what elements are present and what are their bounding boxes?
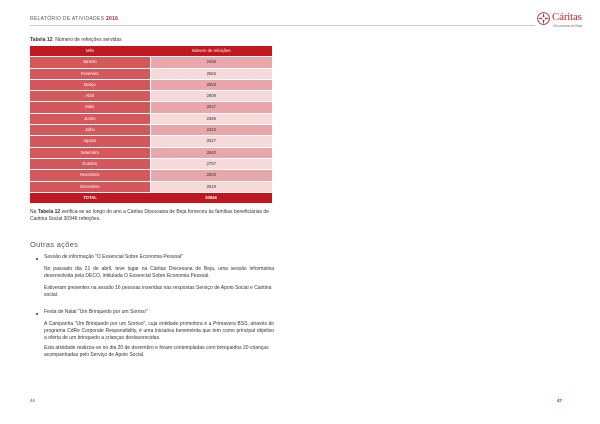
meals-cell: 2757 [150,158,272,169]
report-title-text: RELATÓRIO DE ATIVIDADES [30,16,105,22]
month-cell: Junho [30,113,150,124]
bullet-icon [36,258,38,260]
table-row [30,170,272,181]
total-label: TOTAL [30,192,150,203]
logo-name: Cáritas [552,11,582,23]
meals-cell: 2820 [150,170,272,181]
item-paragraph: A Campanha "Um Brinquedo por um Sorriso", cuja entidade promotora é a Primavera BSS, através do programa CdRe Corporate Responsibility, é uma iniciativa benemérita que tem como principal objetivo a oferta de um brinquedo a crianças desfavorecidas. [44,321,274,341]
summary-paragraph [30,209,274,223]
month-cell: Janeiro [30,57,150,68]
meals-cell: 2840 [150,147,272,158]
month-cell: Novembro [30,170,150,181]
column-header-month: Mês [30,46,150,57]
report-year: 2016 [105,16,119,22]
table-header-row [30,46,272,57]
table-row [30,158,272,169]
month-cell: Agosto [30,136,150,147]
report-header-title [30,16,118,22]
column-header-meals: Número de refeições [150,46,272,57]
header-divider [30,25,535,26]
summary-table-ref: Tabela 12 [37,209,61,215]
table-row [30,125,272,136]
bullet-icon [36,313,38,315]
item-heading: Sessão de informação "O Essencial Sobre Economia Pessoal" [44,254,183,260]
meals-cell: 2825 [150,79,272,90]
table-row [30,181,272,192]
table-row [30,102,272,113]
meals-cell: 2609 [150,91,272,102]
table-row [30,79,272,90]
item-paragraph: Estiveram presentes na sessão 16 pessoas inseridas nas respostas Serviço de Apoio Social e Cantina social. [44,285,272,298]
table-row [30,91,272,102]
month-cell: Dezembro [30,181,150,192]
month-cell: Abril [30,91,150,102]
month-cell: Maio [30,102,150,113]
table-caption [30,37,122,43]
item-heading: Festa de Natal "Um Brinquedo por um Sorriso" [44,309,148,315]
meals-cell: 2519 [150,181,272,192]
meals-cell: 2617 [150,102,272,113]
table-total-row [30,192,272,203]
page-number-right: 47 [557,398,563,403]
section-title: Outras ações [30,240,79,249]
month-cell: Fevereiro [30,68,150,79]
table-row [30,136,272,147]
table-caption-text: : Número de refeições servidas [52,37,122,43]
item-paragraph: No passado dia 21 de abril, teve lugar na Cáritas Diocesana de Beja, uma sessão informativa desenvolvida pela DECO, intitulada O Essencial Sobre Economia Pessoal. [44,266,274,279]
total-value: 30946 [150,192,272,203]
table-row [30,57,272,68]
month-cell: Setembro [30,147,150,158]
item-paragraph: Esta atividade realizou-se no dia 20 de dezembro e foram contempladas com brinquedos 20 crianças acompanhadas pelo Serviço de Apoio Social. [44,345,269,358]
meals-table [30,46,272,204]
month-cell: Julho [30,125,150,136]
meals-cell: 2369 [150,113,272,124]
table-row [30,68,272,79]
logo-subtitle: Diocesana de Beja [553,24,583,28]
month-cell: Março [30,79,150,90]
page-number-left: 46 [30,398,36,403]
caritas-cross-icon [537,12,550,25]
meals-cell: 2527 [150,136,272,147]
month-cell: Outubro [30,158,150,169]
meals-cell: 2323 [150,125,272,136]
table-row [30,147,272,158]
table-caption-label: Tabela 12 [30,37,53,43]
meals-cell: 2436 [150,57,272,68]
table-row [30,113,272,124]
summary-text: verifica-se ao longo do ano a Cáritas Diocesana de Beja forneceu às famílias beneficiárias de Cantina Social 30946 refeições. [30,209,269,222]
summary-prefix: Na [30,209,38,215]
caritas-logo [537,10,597,32]
meals-cell: 2563 [150,68,272,79]
